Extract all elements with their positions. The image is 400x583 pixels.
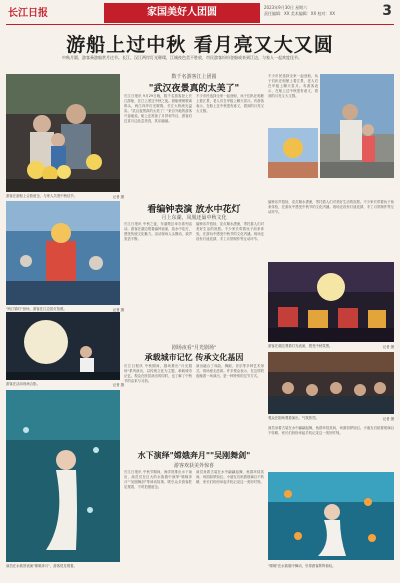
article4-subhead: 水下演绎"嫦娥奔月""吴刚舞剑" <box>137 450 251 460</box>
issue-date: 2023年9月30日 星期六 <box>264 5 308 10</box>
article4-text-right <box>196 470 264 574</box>
article1-paragraph-left: 长江日报讯 9月29日晚，数千名游客登上长江游船，在江上度过中秋之夜。游船缓缓驶离码头，两江四岸灯光璀璨，长江大桥流光溢彩。"武汉夜景真的太美了！"来自外地的游客兴奋地说。船上还准备了月饼和节目，游客们边赏月边品尝美食，其乐融融。 <box>124 94 192 123</box>
moon-child-caption: 游客在活动现场合影。 <box>6 382 40 386</box>
article4-kicker: 游客欢获美外惊喜 <box>173 463 214 469</box>
article1-kicker: 数千名游客江上团圆 <box>171 74 217 80</box>
article4-paragraph-left: 长江日报讯 中秋节期间，海洋馆推出水下演出，演员们在巨大的水族箱中演绎"嫦娥奔月""吴刚舞剑"等神话故事，吸引众多游客驻足观看，不时拍照留念。 <box>124 470 192 489</box>
masthead <box>6 3 394 23</box>
page-headline: 游船上过中秋 看月亮又大又圆 <box>66 34 334 56</box>
article1-text-extra <box>268 74 318 124</box>
article3-paragraph-right: 演出融合了戏曲、舞蹈、音乐等多种艺术形式，现场座无虚席。许多观众表示，在这样的夜晚看一场演出，是一种特别的过节方式。 <box>196 364 264 378</box>
article1-paragraph-extra: 不少市民选择全家一起登船，孩子们趴在船舷上看江景，老人们在甲板上聊天赏月。有游客表示，在船上过中秋很有意义，看到的月亮又大又圆。 <box>268 74 318 98</box>
theatre-caption: 观众在剧场观看演出，气氛热烈。 <box>268 416 319 420</box>
masthead-rule <box>6 24 394 25</box>
theatre-photo <box>268 352 394 414</box>
article4-paragraph-right: 演员身着古装在水中翩翩起舞，鱼群环绕其间，场面如梦如幻。小朋友们贴着玻璃目不转睛，家长们纷纷举起手机记录这一美好时刻。 <box>196 470 264 484</box>
paper-name: 长江日报 <box>8 8 48 19</box>
lake-show-caption: 游客在湖边观看灯光表演，感受中秋氛围。 <box>268 344 333 348</box>
article2-paragraph-wide: 编钟乐声悠扬，花灯顺水漂流，寄托着人们对美好生活的祝愿。不少家长带着孩子前来体验，在游玩中感受中秋节的文化内涵。现场还设有灯谜竞猜、手工月饼制作等互动环节。 <box>268 200 394 214</box>
aquarium-caption: "嫦娥"在水族箱中舞动，引得游客阵阵惊叹。 <box>268 564 336 568</box>
article1-text-left <box>124 94 192 194</box>
lantern-photo <box>268 128 318 178</box>
article1-subhead: "武汉夜景真的太美了" <box>148 84 240 94</box>
page-number: 3 <box>382 3 392 19</box>
mother-child-photo <box>320 74 394 178</box>
article2-text-left <box>124 222 192 342</box>
article2-paragraph-right: 编钟乐声悠扬，花灯顺水漂流，寄托着人们对美好生活的祝愿。不少家长带着孩子前来体验，在游玩中感受中秋节的文化内涵。现场还设有灯谜竞猜、手工月饼制作等互动环节。 <box>196 222 264 241</box>
moon-child-photo <box>6 312 120 380</box>
family-photo-credit: 记者 摄 <box>112 195 124 199</box>
article2-paragraph-left: 长江日报讯 中秋之夜，东湖景区举办系列活动。游客在湖边观看编钟表演，放水中花灯，感受传统文化魅力。活动现场人头攒动，欢声笑语不断。 <box>124 222 192 241</box>
article2-text-right <box>196 222 264 342</box>
article3-paragraph-left: 长江日报讯 中秋期间，剧场推出"月光剧场"系列演出，以传统文化为主题，承载城市记忆。观众在欣赏演出的同时，也了解了中秋节的由来与习俗。 <box>124 364 192 383</box>
article3-text-right <box>196 364 264 444</box>
article2-kicker: 月上东湖，凤凰还巢中秋文化 <box>161 215 227 221</box>
lake-show-credit: 记者 摄 <box>382 345 394 349</box>
moon-child-credit: 记者 摄 <box>112 383 124 387</box>
lantern-river-caption: "两江锦灯"登场，游客在江边赏灯拍照。 <box>6 307 67 311</box>
article3-subhead: 承载城市记忆 传承文化基因 <box>144 352 244 362</box>
issue-meta <box>264 5 384 17</box>
lantern-river-credit: 记者 摄 <box>112 308 124 312</box>
article1-paragraph-right: 不少市民选择全家一起登船，孩子们趴在船舷上看江景，老人们在甲板上聊天赏月。有游客表示，在船上过中秋很有意义，看到的月亮又大又圆。 <box>196 94 264 113</box>
article4-paragraph-wide: 演员身着古装在水中翩翩起舞，鱼群环绕其间，场面如梦如幻。小朋友们贴着玻璃目不转睛，家长们纷纷举起手机记录这一美好时刻。 <box>268 426 394 435</box>
family-photo <box>6 74 120 192</box>
family-photo-caption: 游客在游船上合影留念，与家人共度中秋佳节。 <box>6 194 78 198</box>
lake-show-photo <box>268 262 394 342</box>
aquarium-photo <box>268 472 394 560</box>
lantern-river-photo <box>6 201 120 305</box>
article4-text-left <box>124 470 192 574</box>
mermaid-caption: 演员在水族馆表演"嫦娥奔月"，游客驻足观看。 <box>6 564 77 568</box>
article2-subhead: 看编钟表演 放水中花灯 <box>147 205 241 215</box>
mermaid-photo <box>6 390 120 562</box>
page-lede: 中秋月圆，游客乘游船赏月过节。长江、汉江两岸灯光璀璨，江城夜色美不胜收，市民游客纷纷登船或来到江边，与家人一起欢度佳节。 <box>62 55 302 60</box>
article3-kicker: 剧场夜看"月光剧场" <box>171 345 217 351</box>
editor-credits: 责任编辑：XX 美术编辑：XX 校对：XX <box>264 11 335 16</box>
article4-text-wide <box>268 426 394 470</box>
article2-text-wide <box>268 200 394 260</box>
theatre-credit: 记者 摄 <box>382 417 394 421</box>
section-title: 家国美好人团圆 <box>104 3 260 23</box>
article1-text-right <box>196 94 264 194</box>
article3-text-left <box>124 364 192 444</box>
